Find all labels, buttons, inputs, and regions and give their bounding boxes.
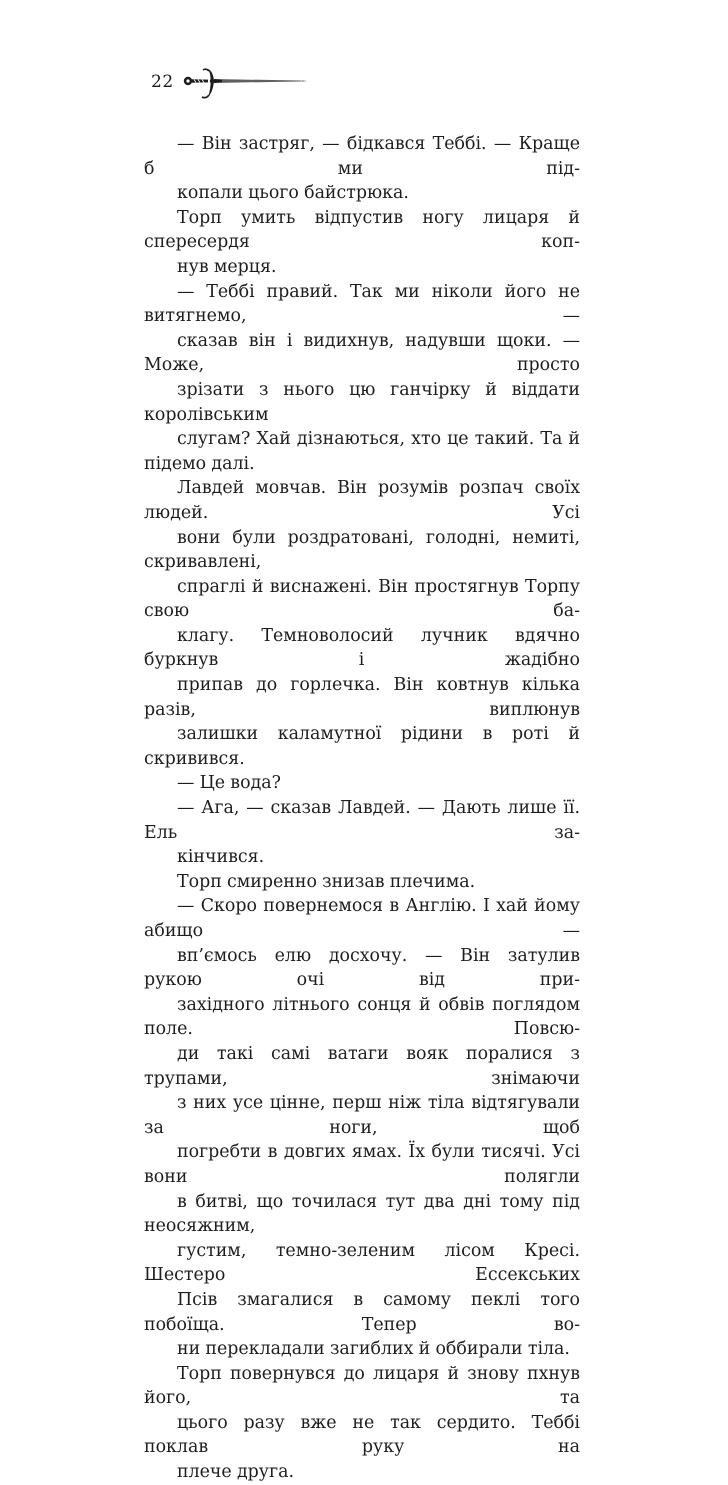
text-line: Торп повернувся до лицаря й знову пхнув його, та [144,1363,580,1409]
text-line: цього разу вже не так сердито. Теббі поклав руку на [144,1412,580,1458]
paragraph [144,206,580,280]
text-line: вп’ємось елю досхочу. — Він затулив рукою очі від при- [144,945,580,991]
text-line: західного літнього сонця й обвів поглядом поле. Повсю- [144,994,580,1040]
text-line: припав до горлечка. Він ковтнув кілька разів, виплюнув [144,675,580,720]
text-line: ди такі самі ватаги вояк поралися з трупами, знімаючи [144,1043,580,1089]
text-line: Торп умить відпустив ногу лицаря й спересердя коп- [144,207,580,253]
paragraph [144,132,580,206]
text-line: погребти в довгих ямах. Їх були тисячі. Усі вони полягли [144,1142,580,1187]
paragraph [144,870,580,895]
text-line: копали цього байстрюка. [177,183,409,204]
paragraph [144,1362,580,1485]
paragraph [144,476,580,771]
paragraph [144,771,580,796]
text-line: з них усе цінне, перш ніж тіла відтягували за ноги, щоб [144,1093,580,1138]
text-line: — Скоро повернемося в Англію. І хай йому абищо — [144,896,580,941]
text-line: Лавдей мовчав. Він розумів розпач своїх людей. Усі [144,478,580,523]
text-line: ни перекладали загиблих й оббирали тіла. [177,1339,570,1360]
text-line: — Це вода? [177,773,281,794]
text-line: вони були роздратовані, голодні, немиті, скривавлені, [144,527,580,573]
text-line: — Теббі правий. Так ми ніколи його не витягнемо, — [144,281,580,327]
page-number: 22 [151,72,174,92]
paragraph [144,894,580,1361]
paragraph [144,280,580,477]
text-line: сказав він і видихнув, надувши щоки. — Може, просто [144,330,580,376]
body-text [144,132,580,1485]
text-line: — Він застряг, — бідкався Теббі. — Краще б ми під- [144,134,580,179]
paragraph [144,796,580,870]
text-line: в битві, що точилася тут два дні тому під неосяжним, [144,1191,580,1237]
text-line: залишки каламутної рідини в роті й скривився. [144,724,580,769]
text-line: кінчився. [177,847,265,868]
text-line: плече друга. [177,1462,295,1483]
text-line: слугам? Хай дізнаються, хто це такий. Та й підемо далі. [144,429,580,474]
text-line: клагу. Темноволосий лучник вдячно буркнув і жадібно [144,625,580,671]
text-line: Торп смиренно знизав плечима. [177,871,476,892]
text-line: зрізати з нього цю ганчірку й віддати королівським [144,379,580,425]
text-line: Псів змагалися в самому пеклі того побоїща. Тепер во- [144,1289,580,1335]
text-line: густим, темно-зеленим лісом Кресі. Шестеро Ессекських [144,1240,580,1286]
text-line: нув мерця. [177,256,277,277]
text-line: спраглі й виснажені. Він простягнув Торпу свою ба- [144,576,580,622]
running-head [151,66,321,106]
sword-icon [182,66,308,102]
text-line: — Ага, — сказав Лавдей. — Дають лише її. Ель за- [144,798,580,843]
